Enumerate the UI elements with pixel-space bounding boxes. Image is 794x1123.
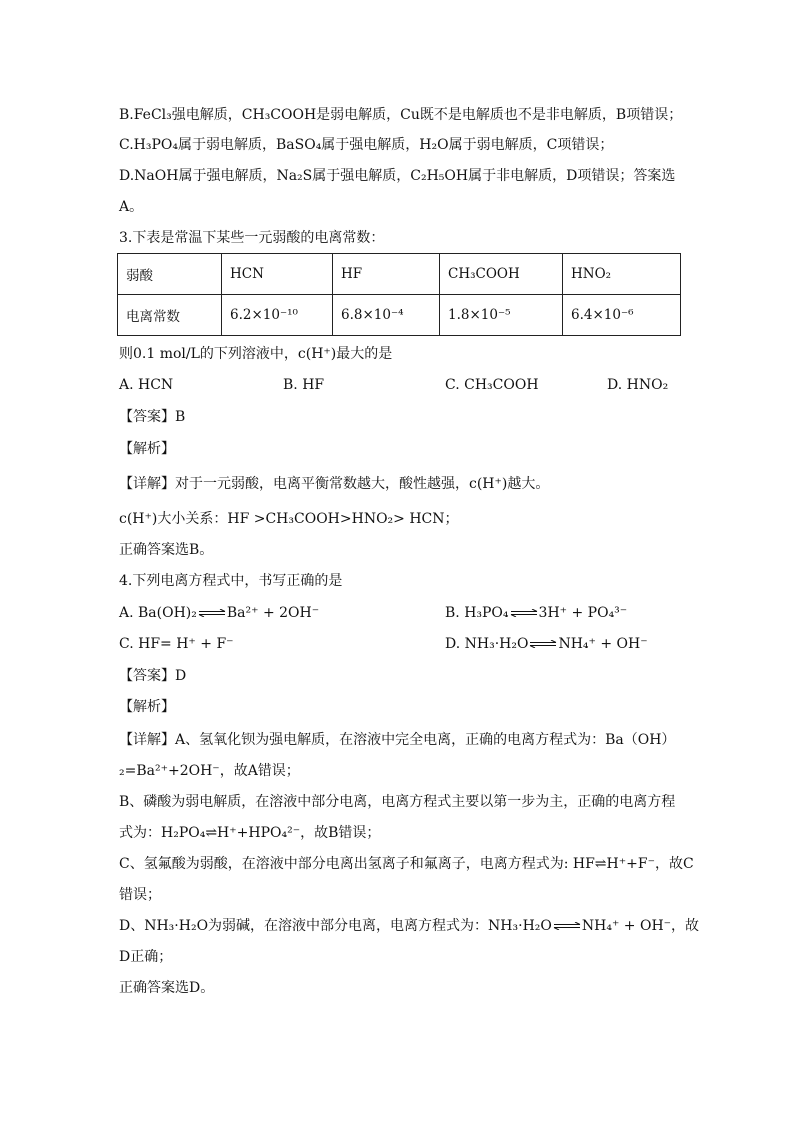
q2-option-d-explanation: D.NaOH属于强电解质，Na₂S属于强电解质，C₂H₅OH属于非电解质，D项错误；答案选: [119, 168, 676, 184]
q4-answer: 【答案】D: [119, 668, 187, 684]
q3-detail: 【详解】对于一元弱酸，电离平衡常数越大，酸性越强，c(H⁺)越大。: [119, 476, 550, 492]
ionization-constant-table: [117, 253, 681, 336]
q2-option-c-explanation: C.H₃PO₄属于弱电解质，BaSO₄属于强电解质，H₂O属于弱电解质，C项错误；: [119, 137, 614, 153]
table-cell: 6.4×10⁻⁶: [563, 295, 681, 336]
q2-option-b-explanation: B.FeCl₃强电解质，CH₃COOH是弱电解质，Cu既不是电解质也不是非电解质，B项错误；: [119, 107, 683, 123]
table-cell: 电离常数: [118, 295, 222, 336]
equilibrium-arrow-icon: [198, 609, 226, 617]
table-row: [118, 254, 681, 295]
q3-order: c(H⁺)大小关系：HF >CH₃COOH>HNO₂> HCN；: [119, 511, 459, 527]
equation-left: D、NH₃·H₂O为弱碱，在溶液中部分电离，电离方程式为：NH₃·H₂O: [119, 918, 552, 934]
table-cell: HNO₂: [563, 254, 681, 295]
equation-left: B. H₃PO₄: [445, 605, 509, 621]
q3-question: 则0.1 mol/L的下列溶液中，c(H⁺)最大的是: [119, 346, 393, 362]
q4-detail-d-line2: D正确；: [119, 949, 173, 965]
q3-option-b: B. HF: [283, 377, 325, 393]
q3-option-d: D. HNO₂: [607, 377, 669, 393]
equation-right: NH₄⁺ + OH⁻，故: [581, 918, 700, 934]
equation-right: Ba²⁺ + 2OH⁻: [226, 605, 320, 621]
q4-detail-d-line1: [119, 917, 699, 935]
table-cell: 弱酸: [118, 254, 222, 295]
table-cell: HCN: [222, 254, 333, 295]
q4-detail-b-line1: B、磷酸为弱电解质，在溶液中部分电离，电离方程式主要以第一步为主，正确的电离方程: [119, 794, 676, 810]
table-cell: 6.2×10⁻¹⁰: [222, 295, 333, 336]
equation-right: NH₄⁺ + OH⁻: [558, 636, 648, 652]
equilibrium-arrow-icon: [553, 922, 581, 930]
q4-option-a: [119, 604, 319, 622]
table-cell: HF: [333, 254, 440, 295]
q4-detail-a-line2: ₂=Ba²⁺+2OH⁻，故A错误；: [119, 763, 300, 779]
q3-conclusion: 正确答案选B。: [119, 542, 214, 558]
equilibrium-arrow-icon: [529, 640, 557, 648]
q4-option-d: [445, 635, 648, 653]
q4-detail-c-line2: 错误；: [119, 887, 161, 903]
q4-detail-b-line2: 式为：H₂PO₄⇌H⁺+HPO₄²⁻，故B错误；: [119, 825, 381, 841]
q4-option-c: C. HF= H⁺ + F⁻: [119, 636, 234, 652]
table-cell: CH₃COOH: [440, 254, 563, 295]
q3-option-a: A. HCN: [119, 377, 174, 393]
q3-analysis-heading: 【解析】: [119, 441, 175, 457]
equation-left: A. Ba(OH)₂: [119, 605, 197, 621]
q4-detail-c-line1: C、氢氟酸为弱酸，在溶液中部分电离出氢离子和氟离子，电离方程式为: HF⇌H⁺+F⁻，故C: [119, 856, 694, 872]
table-cell: 6.8×10⁻⁴: [333, 295, 440, 336]
equilibrium-arrow-icon: [510, 609, 538, 617]
table-row: [118, 295, 681, 336]
q4-analysis-heading: 【解析】: [119, 699, 175, 715]
table-cell: 1.8×10⁻⁵: [440, 295, 563, 336]
q4-stem: 4.下列电离方程式中，书写正确的是: [119, 573, 343, 589]
q4-option-b: [445, 604, 627, 622]
equation-left: D. NH₃·H₂O: [445, 636, 529, 652]
q4-detail-a-line1: 【详解】A、氢氧化钡为强电解质，在溶液中完全电离，正确的电离方程式为：Ba（OH）: [119, 732, 676, 748]
q2-answer-letter: A。: [119, 199, 144, 215]
equation-right: 3H⁺ + PO₄³⁻: [538, 605, 628, 621]
q3-answer: 【答案】B: [119, 409, 186, 425]
q4-conclusion: 正确答案选D。: [119, 980, 215, 996]
q3-option-c: C. CH₃COOH: [445, 377, 539, 393]
q3-stem: 3.下表是常温下某些一元弱酸的电离常数：: [119, 230, 385, 246]
